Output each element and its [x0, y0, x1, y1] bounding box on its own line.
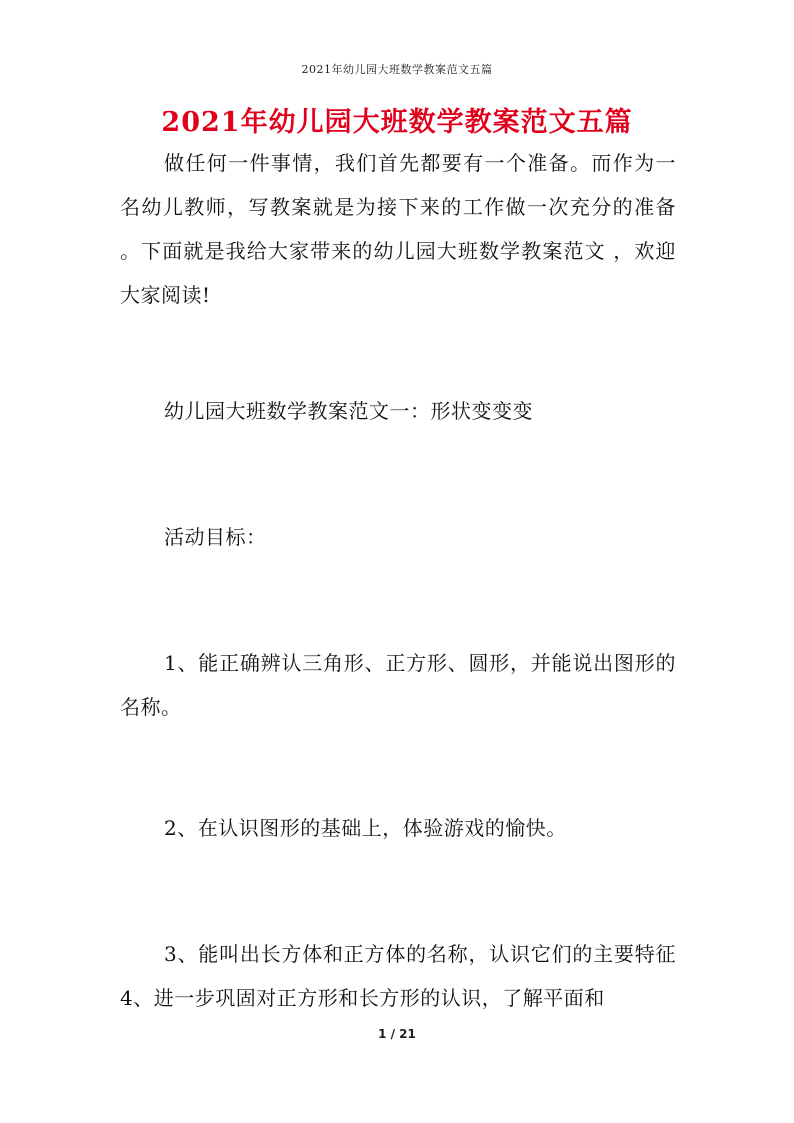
goal-item-1: 1、能正确辨认三角形、正方形、圆形，并能说出图形的名称。	[120, 651, 676, 719]
running-header: 2021年幼儿园大班数学教案范文五篇	[301, 63, 493, 76]
section-heading: 幼儿园大班数学教案范文一：形状变变变	[164, 399, 533, 423]
intro-paragraph: 做任何一件事情，我们首先都要有一个准备。而作为一名幼儿教师，写教案就是为接下来的工作做一次充分的准备 。下面就是我给大家带来的幼儿园大班数学教案范文 ，欢迎大家阅读!	[120, 151, 676, 307]
goal-item-3: 3、能叫出长方体和正方体的名称，认识它们的主要特征 4、进一步巩固对正方形和长方形的认识，了解平面和	[120, 942, 676, 1010]
goals-heading: 活动目标：	[164, 525, 267, 549]
goal-item-2: 2、在认识图形的基础上，体验游戏的愉快。	[164, 816, 567, 840]
page-number: 1 / 21	[378, 1027, 416, 1041]
document-title: 2021年幼儿园大班数学教案范文五篇	[161, 107, 633, 138]
